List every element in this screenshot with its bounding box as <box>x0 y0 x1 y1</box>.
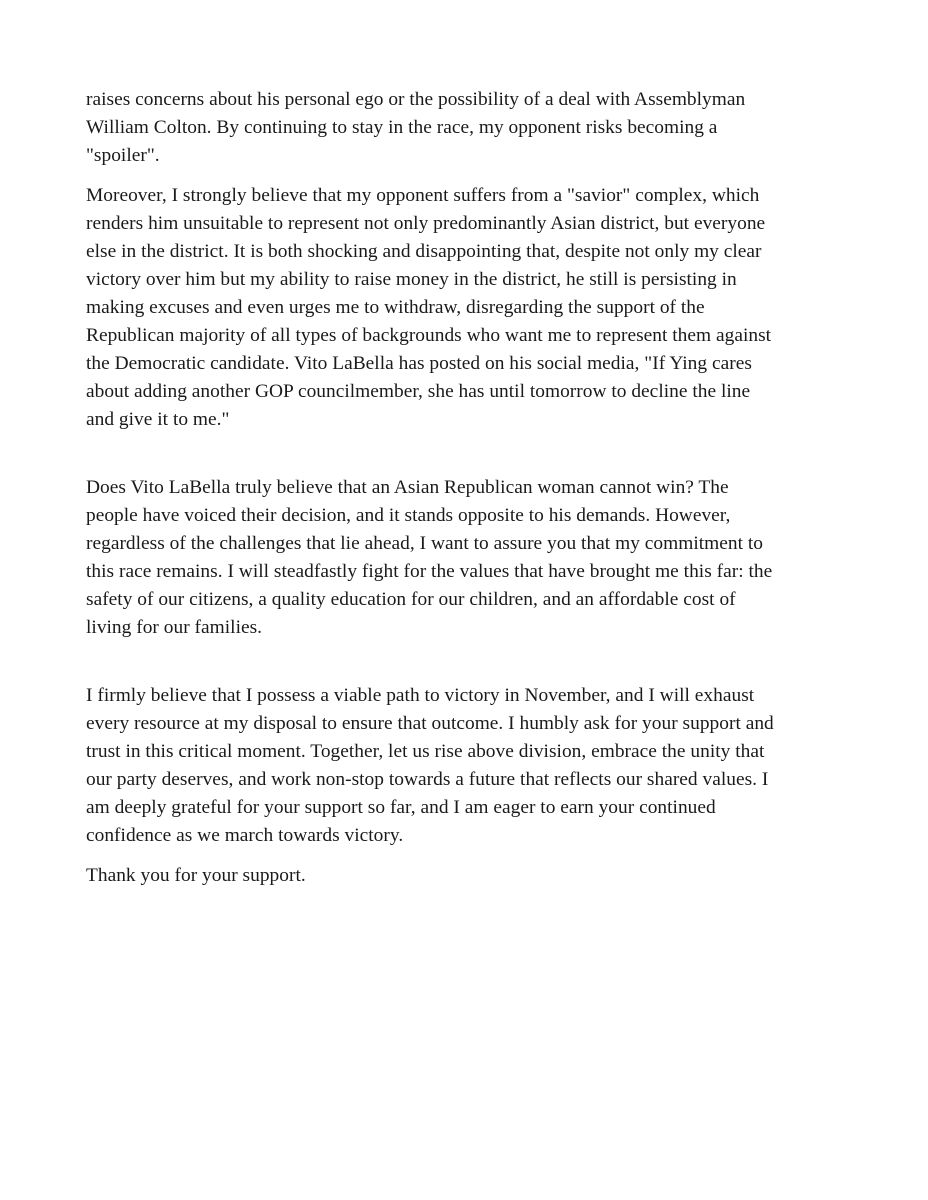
text-line: regardless of the challenges that lie ahead, I want to assure you that my commitment to <box>86 533 763 554</box>
text-line: the Democratic candidate. Vito LaBella has posted on his social media, "If Ying cares <box>86 353 752 374</box>
text-line: I firmly believe that I possess a viable path to victory in November, and I will exhaust <box>86 685 755 706</box>
paragraph-spacer <box>86 434 846 474</box>
text-line: living for our families. <box>86 617 263 638</box>
paragraph-path-to-victory <box>86 682 846 850</box>
paragraph-savior-complex <box>86 182 846 434</box>
text-line: Thank you for your support. <box>86 865 306 886</box>
text-line: Does Vito LaBella truly believe that an Asian Republican woman cannot win? The <box>86 477 729 498</box>
text-line: am deeply grateful for your support so far, and I am eager to earn your continued <box>86 797 716 818</box>
paragraph-spacer <box>86 170 846 182</box>
text-line: safety of our citizens, a quality education for our children, and an affordable cost of <box>86 589 736 610</box>
paragraph-spoiler <box>86 86 846 170</box>
text-line: raises concerns about his personal ego or the possibility of a deal with Assemblyman <box>86 89 746 110</box>
paragraph-spacer <box>86 850 846 862</box>
text-line: Republican majority of all types of backgrounds who want me to represent them against <box>86 325 772 346</box>
text-line: trust in this critical moment. Together, let us rise above division, embrace the unity that <box>86 741 765 762</box>
text-line: victory over him but my ability to raise money in the district, he still is persisting in <box>86 269 737 290</box>
paragraph-spacer <box>86 642 846 682</box>
text-line: confidence as we march towards victory. <box>86 825 404 846</box>
text-line: Moreover, I strongly believe that my opponent suffers from a "savior" complex, which <box>86 185 760 206</box>
text-line: every resource at my disposal to ensure that outcome. I humbly ask for your support and <box>86 713 774 734</box>
text-line: else in the district. It is both shocking and disappointing that, despite not only my clear <box>86 241 762 262</box>
paragraph-asian-republican <box>86 474 846 642</box>
paragraph-closing <box>86 862 846 890</box>
text-line: our party deserves, and work non-stop towards a future that reflects our shared values. I <box>86 769 769 790</box>
document-body <box>86 86 846 890</box>
text-line: renders him unsuitable to represent not only predominantly Asian district, but everyone <box>86 213 766 234</box>
text-line: making excuses and even urges me to withdraw, disregarding the support of the <box>86 297 705 318</box>
text-line: about adding another GOP councilmember, she has until tomorrow to decline the line <box>86 381 751 402</box>
text-line: this race remains. I will steadfastly fight for the values that have brought me this far: the <box>86 561 773 582</box>
text-line: people have voiced their decision, and it stands opposite to his demands. However, <box>86 505 731 526</box>
text-line: and give it to me." <box>86 409 230 430</box>
text-line: "spoiler". <box>86 145 160 166</box>
text-line: William Colton. By continuing to stay in the race, my opponent risks becoming a <box>86 117 718 138</box>
